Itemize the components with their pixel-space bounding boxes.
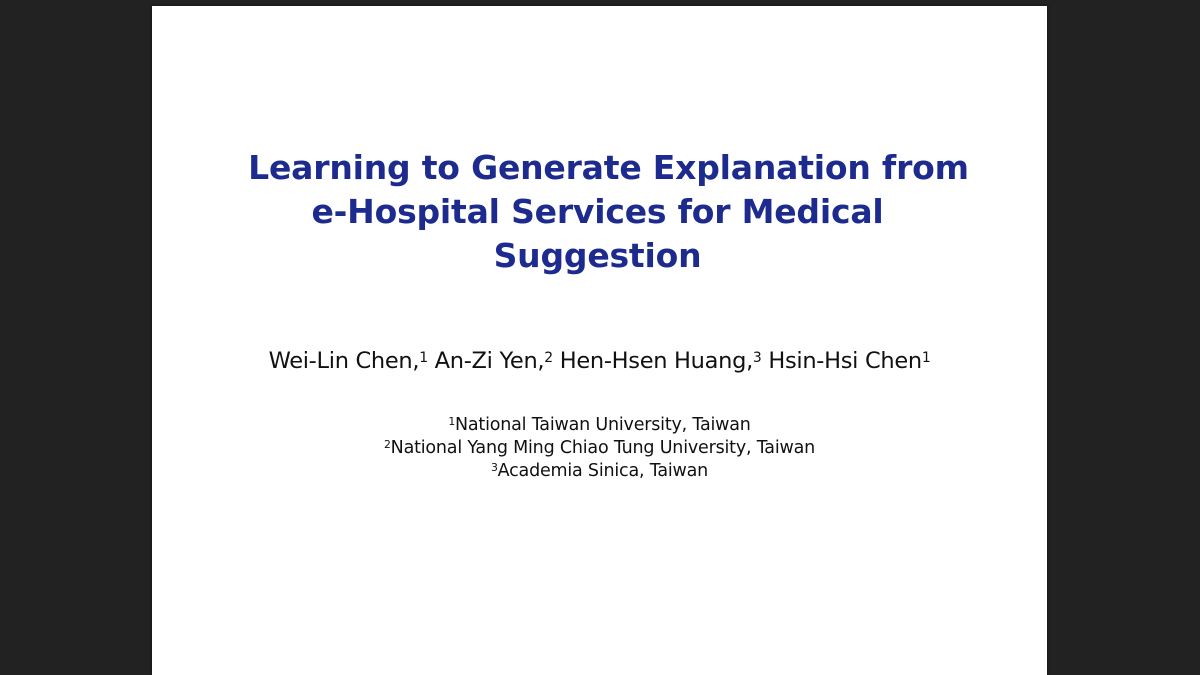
affiliation-mark: 2: [383, 438, 391, 452]
affiliation-text: National Taiwan University, Taiwan: [455, 415, 751, 435]
affiliation-line: [152, 437, 1047, 460]
author-affiliation-mark: 3: [752, 349, 762, 366]
title-slide: [152, 6, 1047, 675]
author-list: [152, 344, 1047, 378]
title-line-2: e-Hospital Services for Medical: [311, 192, 884, 231]
author-name: An-Zi Yen,: [434, 348, 545, 374]
author-affiliation-mark: 1: [419, 349, 428, 366]
affiliation-list: [152, 414, 1047, 483]
author-name: Hsin-Hsi Chen: [768, 348, 922, 374]
author-name: Hen-Hsen Huang,: [559, 348, 753, 374]
author-name: Wei-Lin Chen,: [268, 348, 420, 374]
title-line-3: Suggestion: [493, 236, 702, 275]
affiliation-text: Academia Sinica, Taiwan: [497, 461, 709, 481]
author-affiliation-mark: 2: [544, 349, 553, 366]
affiliation-mark: 1: [448, 415, 456, 429]
affiliation-text: National Yang Ming Chiao Tung University, Taiwan: [390, 438, 816, 458]
affiliation-line: [152, 414, 1047, 437]
affiliation-mark: 3: [490, 461, 498, 475]
affiliation-line: [152, 460, 1047, 483]
title-line-1: Learning to Generate Explanation from: [248, 148, 969, 187]
slide-title: [152, 146, 1047, 278]
author-affiliation-mark: 1: [921, 349, 931, 366]
